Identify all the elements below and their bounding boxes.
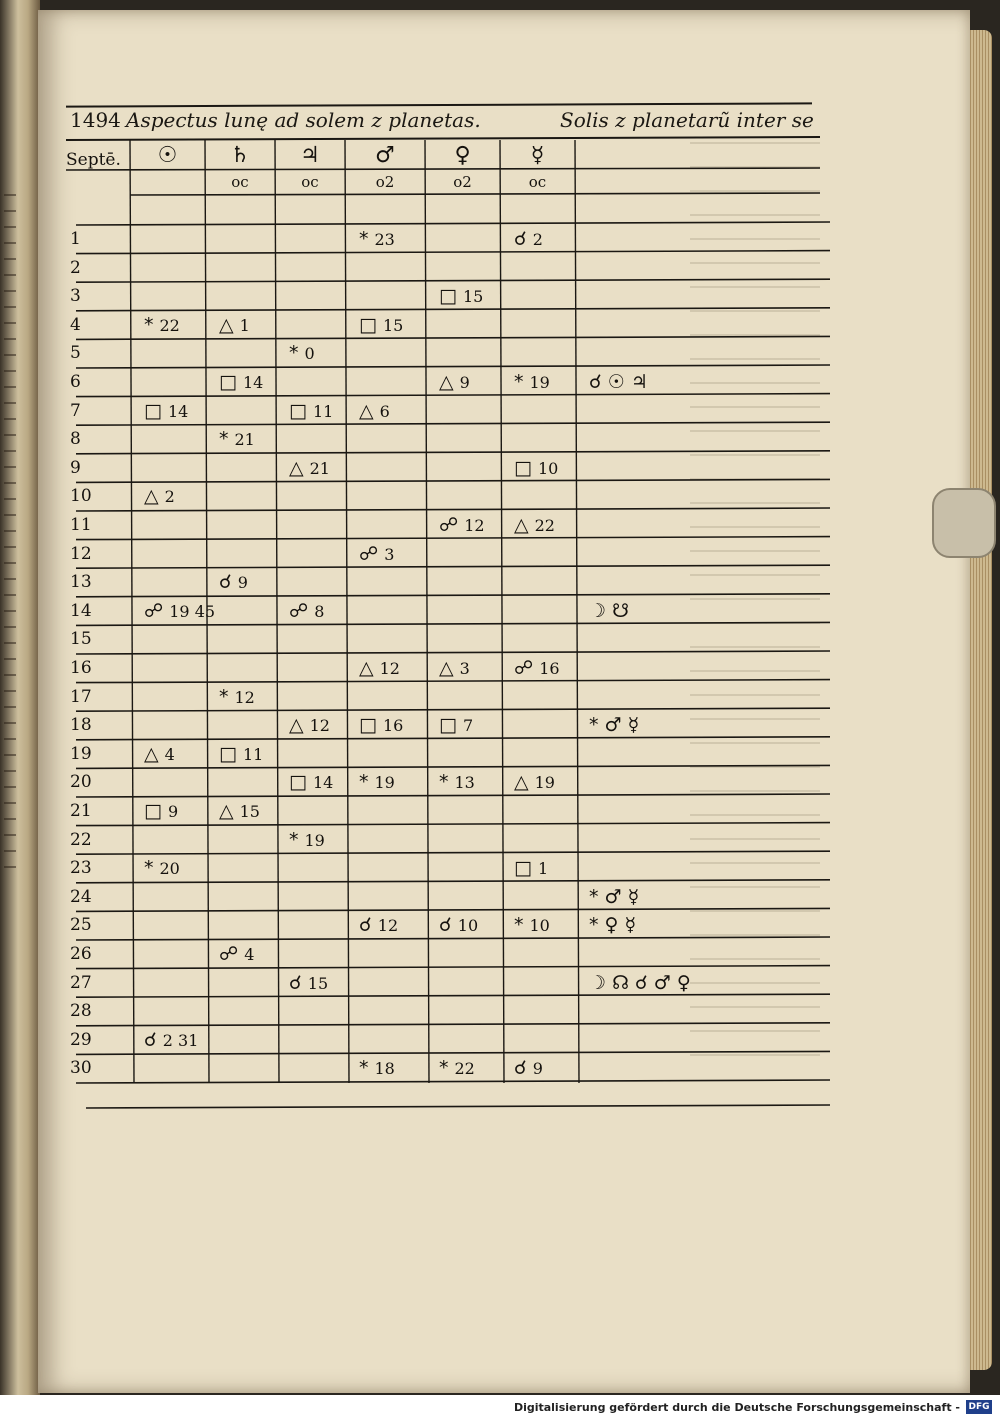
day-number: 26 bbox=[70, 944, 92, 964]
row-rule bbox=[76, 994, 830, 997]
aspect-symbol: * bbox=[439, 771, 449, 794]
aspect-symbol: △ bbox=[514, 514, 529, 536]
aspect-cell bbox=[359, 400, 390, 423]
aspect-cell bbox=[219, 571, 248, 594]
aspect-symbol: ☍ bbox=[289, 599, 309, 622]
aspect-symbol: □ bbox=[219, 371, 237, 393]
row-rule bbox=[76, 537, 830, 540]
row-rule bbox=[76, 908, 830, 911]
aspect-value: 9 bbox=[167, 802, 179, 821]
row-rule bbox=[76, 737, 830, 740]
planet-conjunction-note: ☌ ☉ ♃ bbox=[589, 371, 648, 393]
aspect-value: 4 bbox=[244, 945, 255, 964]
day-number: 25 bbox=[70, 915, 92, 936]
aspect-cell bbox=[359, 1057, 395, 1080]
row-rule bbox=[76, 308, 830, 311]
footer-bar bbox=[0, 1395, 1000, 1422]
aspect-value: 8 bbox=[314, 601, 325, 621]
aspect-value: 16 bbox=[539, 659, 560, 678]
aspect-value: 2 31 bbox=[162, 1030, 199, 1050]
row-rule bbox=[76, 622, 830, 625]
day-number: 1 bbox=[70, 229, 81, 249]
inter-planet-aspect bbox=[589, 914, 642, 937]
aspect-symbol: ☌ bbox=[289, 971, 302, 994]
aspect-symbol: * bbox=[289, 342, 299, 365]
bottom-rule bbox=[86, 1105, 830, 1108]
aspect-cell bbox=[289, 972, 328, 995]
aspect-value: 9 bbox=[532, 1059, 543, 1079]
aspect-symbol: ☌ bbox=[219, 571, 232, 594]
aspect-symbol: * bbox=[219, 428, 229, 451]
day-number: 4 bbox=[70, 314, 81, 335]
aspect-value: 6 bbox=[379, 401, 390, 421]
day-number: 2 bbox=[70, 257, 81, 278]
row-rule bbox=[76, 508, 830, 511]
aspect-value: 10 bbox=[457, 916, 479, 936]
day-number: 3 bbox=[70, 286, 81, 307]
day-number: 9 bbox=[70, 457, 81, 478]
aspect-symbol: △ bbox=[359, 657, 374, 679]
aspect-symbol: □ bbox=[219, 742, 237, 765]
day-number: 17 bbox=[70, 686, 92, 707]
aspect-value: 14 bbox=[312, 773, 334, 793]
aspect-cell bbox=[219, 428, 255, 451]
aspect-symbol: * bbox=[219, 685, 229, 708]
aspect-cell bbox=[514, 914, 550, 937]
aspect-cell bbox=[439, 371, 470, 394]
aspect-symbol: △ bbox=[289, 714, 304, 737]
inter-planet-aspect bbox=[589, 714, 645, 737]
aspect-cell bbox=[359, 914, 398, 937]
day-number: 18 bbox=[70, 715, 92, 736]
row-rule bbox=[76, 565, 830, 568]
aspect-cell bbox=[144, 600, 215, 623]
day-number: 29 bbox=[70, 1029, 92, 1050]
aspect-symbol: △ bbox=[219, 313, 234, 336]
planet-column-header: ♀ bbox=[454, 143, 471, 168]
inter-planet-aspect bbox=[589, 886, 645, 909]
day-number: 24 bbox=[70, 886, 92, 907]
aspect-value: 2 bbox=[532, 230, 543, 249]
row-rule bbox=[76, 680, 830, 683]
aspect-value: 22 bbox=[534, 516, 555, 535]
inter-planet-aspect bbox=[589, 600, 635, 623]
aspect-symbol: ☌ bbox=[439, 914, 452, 937]
row-rule bbox=[76, 1080, 830, 1083]
aspect-value: 15 bbox=[239, 802, 260, 821]
aspect-cell bbox=[144, 400, 188, 423]
row-rule bbox=[76, 451, 830, 454]
aspect-cell bbox=[439, 657, 470, 680]
aspect-value: 12 bbox=[309, 716, 330, 736]
aspect-cell bbox=[359, 657, 400, 680]
row-rule bbox=[76, 1023, 830, 1026]
day-number: 11 bbox=[70, 515, 92, 535]
aspect-symbol: □ bbox=[144, 399, 162, 422]
aspect-symbol: ☍ bbox=[439, 514, 459, 536]
aspect-symbol: □ bbox=[439, 285, 457, 308]
aspect-cell bbox=[219, 371, 263, 394]
planet-conjunction-note: ☽ ☋ bbox=[589, 599, 629, 622]
aspect-symbol: ☍ bbox=[144, 599, 164, 622]
day-number: 7 bbox=[70, 400, 81, 421]
aspect-symbol: ☌ bbox=[359, 914, 372, 937]
aspect-value: 0 bbox=[304, 344, 315, 364]
row-rule bbox=[76, 851, 830, 854]
aspect-value: 14 bbox=[242, 373, 264, 392]
aspect-cell bbox=[144, 857, 180, 880]
column-subheader: oc bbox=[301, 173, 319, 191]
aspect-symbol: △ bbox=[514, 771, 529, 794]
aspect-symbol: △ bbox=[439, 657, 454, 679]
day-number: 23 bbox=[70, 858, 92, 879]
aspect-symbol: ☌ bbox=[144, 1028, 157, 1051]
day-number: 12 bbox=[70, 543, 92, 564]
planet-conjunction-note: * ♂ ☿ bbox=[589, 885, 640, 908]
aspect-cell bbox=[219, 743, 263, 766]
aspect-cell bbox=[289, 600, 324, 623]
aspect-value: 4 bbox=[164, 744, 175, 764]
day-number: 14 bbox=[70, 600, 92, 621]
row-rule bbox=[76, 422, 830, 425]
row-rule bbox=[76, 880, 830, 883]
row-rule bbox=[76, 966, 830, 969]
aspect-cell bbox=[439, 514, 485, 537]
column-subheader: oc bbox=[231, 173, 249, 191]
aspect-symbol: ☍ bbox=[219, 943, 239, 965]
aspect-symbol: * bbox=[514, 371, 524, 393]
aspect-value: 10 bbox=[537, 458, 559, 478]
aspect-value: 11 bbox=[312, 401, 334, 421]
aspect-cell bbox=[514, 228, 543, 251]
row-rule bbox=[76, 222, 830, 225]
aspect-symbol: △ bbox=[219, 800, 234, 822]
aspect-symbol: ☍ bbox=[359, 542, 379, 565]
row-rule bbox=[76, 251, 830, 254]
page-title-left: Aspectus lunę ad solem z planetas. bbox=[126, 108, 481, 132]
aspect-symbol: * bbox=[439, 1057, 449, 1080]
month-label: Septē. bbox=[66, 150, 121, 170]
day-number: 10 bbox=[70, 486, 92, 507]
aspect-symbol: □ bbox=[514, 857, 532, 880]
row-rule bbox=[76, 479, 830, 482]
day-number: 27 bbox=[70, 972, 92, 993]
row-rule bbox=[76, 394, 830, 397]
day-number: 20 bbox=[70, 772, 92, 793]
aspect-value: 13 bbox=[454, 773, 475, 793]
aspect-value: 22 bbox=[454, 1059, 475, 1079]
aspect-cell bbox=[359, 714, 403, 737]
row-rule bbox=[76, 1051, 830, 1054]
aspect-value: 15 bbox=[307, 973, 329, 993]
aspect-value: 2 bbox=[164, 487, 175, 507]
aspect-value: 23 bbox=[374, 230, 395, 249]
aspect-symbol: △ bbox=[359, 399, 374, 422]
aspect-cell bbox=[144, 1029, 198, 1052]
column-rule bbox=[575, 140, 579, 1083]
row-rule bbox=[76, 336, 830, 339]
day-number: 28 bbox=[70, 1001, 92, 1022]
aspect-cell bbox=[359, 314, 403, 337]
aspect-value: 20 bbox=[159, 859, 180, 879]
aspect-value: 12 bbox=[377, 916, 399, 936]
row-rule bbox=[76, 937, 830, 940]
aspect-value: 19 bbox=[534, 773, 555, 793]
day-number: 8 bbox=[70, 429, 81, 450]
aspect-value: 1 bbox=[239, 315, 250, 335]
inter-planet-aspect bbox=[589, 972, 697, 995]
aspect-cell bbox=[289, 457, 330, 480]
aspect-value: 12 bbox=[379, 659, 400, 678]
aspect-symbol: □ bbox=[359, 714, 377, 737]
aspect-symbol: △ bbox=[144, 742, 159, 765]
aspect-value: 19 45 bbox=[169, 601, 216, 621]
inter-planet-aspect bbox=[589, 371, 654, 394]
aspect-cell bbox=[514, 857, 548, 880]
aspect-cell bbox=[219, 314, 250, 337]
planet-column-header: ☉ bbox=[157, 143, 178, 168]
aspect-cell bbox=[289, 771, 333, 794]
aspect-symbol: □ bbox=[144, 800, 162, 822]
aspect-cell bbox=[144, 314, 180, 337]
aspect-value: 19 bbox=[529, 373, 550, 392]
aspect-cell bbox=[219, 800, 260, 823]
subheader-divider bbox=[66, 168, 820, 170]
aspect-symbol: ☌ bbox=[514, 1057, 527, 1080]
planet-column-header: ♄ bbox=[230, 143, 250, 168]
aspect-value: 9 bbox=[459, 373, 470, 392]
aspect-symbol: ☌ bbox=[514, 228, 527, 250]
aspect-cell bbox=[514, 457, 558, 480]
subheader-divider bbox=[130, 193, 820, 195]
day-number: 22 bbox=[70, 829, 92, 850]
aspect-cell bbox=[439, 285, 483, 308]
header-divider bbox=[66, 137, 820, 140]
aspect-value: 7 bbox=[462, 716, 474, 736]
day-number: 13 bbox=[70, 572, 92, 593]
aspect-value: 21 bbox=[309, 458, 330, 478]
year-heading: 1494 bbox=[70, 108, 121, 132]
aspect-value: 9 bbox=[237, 573, 248, 593]
aspect-value: 16 bbox=[382, 716, 404, 736]
aspect-cell bbox=[439, 771, 475, 794]
aspect-symbol: * bbox=[144, 313, 154, 336]
aspect-value: 19 bbox=[304, 830, 325, 850]
column-subheader: oc bbox=[528, 173, 547, 191]
aspect-value: 12 bbox=[234, 687, 255, 707]
aspect-cell bbox=[439, 1057, 475, 1080]
aspect-symbol: □ bbox=[289, 771, 307, 794]
aspect-symbol: * bbox=[514, 914, 524, 937]
day-number: 6 bbox=[70, 372, 81, 392]
planet-conjunction-note: * ♀ ☿ bbox=[589, 914, 637, 937]
day-number: 16 bbox=[70, 658, 92, 678]
aspect-cell bbox=[359, 228, 395, 251]
planet-column-header: ♃ bbox=[300, 143, 320, 168]
footer-credit: Digitalisierung gefördert durch die Deutsche Forschungsgemeinschaft - bbox=[513, 1401, 960, 1414]
planet-conjunction-note: * ♂ ☿ bbox=[589, 714, 640, 737]
aspect-cell bbox=[289, 400, 333, 423]
aspect-value: 15 bbox=[462, 287, 484, 307]
row-rule bbox=[76, 823, 830, 826]
aspect-cell bbox=[514, 371, 550, 394]
page-title-right: Solis z planetarũ inter se bbox=[560, 108, 814, 132]
aspect-symbol: * bbox=[289, 828, 299, 851]
day-number: 30 bbox=[70, 1058, 92, 1079]
aspect-value: 21 bbox=[234, 430, 255, 450]
aspect-value: 14 bbox=[167, 401, 189, 421]
row-rule bbox=[76, 651, 830, 654]
aspect-cell bbox=[359, 771, 395, 794]
planet-column-header: ☿ bbox=[530, 143, 545, 168]
aspect-value: 1 bbox=[537, 859, 549, 879]
aspect-symbol: □ bbox=[359, 313, 377, 336]
row-rule bbox=[76, 279, 830, 282]
aspect-cell bbox=[144, 485, 175, 508]
aspect-symbol: * bbox=[144, 857, 154, 880]
aspect-value: 22 bbox=[159, 315, 180, 335]
aspect-cell bbox=[289, 342, 315, 365]
day-number: 19 bbox=[70, 743, 92, 764]
aspect-cell bbox=[514, 771, 555, 794]
aspect-cell bbox=[144, 800, 178, 823]
aspect-value: 10 bbox=[529, 916, 550, 936]
aspect-cell bbox=[439, 914, 478, 937]
aspect-symbol: * bbox=[359, 1057, 369, 1080]
row-rule bbox=[76, 765, 830, 768]
aspect-cell bbox=[144, 743, 175, 766]
aspect-cell bbox=[219, 686, 255, 709]
column-subheader: o2 bbox=[453, 173, 472, 191]
aspect-value: 3 bbox=[384, 544, 395, 564]
aspect-cell bbox=[219, 943, 254, 966]
planet-column-header: ♂ bbox=[375, 143, 395, 168]
aspect-cell bbox=[439, 714, 473, 737]
day-number: 5 bbox=[70, 343, 81, 364]
aspect-value: 11 bbox=[242, 744, 264, 764]
aspect-cell bbox=[514, 657, 560, 680]
row-rule bbox=[76, 365, 830, 368]
aspect-value: 19 bbox=[374, 773, 395, 793]
aspect-symbol: □ bbox=[289, 399, 307, 422]
aspect-cell bbox=[514, 1057, 543, 1080]
aspect-cell bbox=[514, 514, 555, 537]
day-number: 15 bbox=[70, 629, 92, 650]
day-number: 21 bbox=[70, 801, 92, 821]
aspect-symbol: □ bbox=[514, 456, 532, 479]
row-rule bbox=[76, 794, 830, 797]
aspect-cell bbox=[289, 829, 325, 852]
aspect-symbol: ☍ bbox=[514, 657, 534, 679]
aspect-symbol: * bbox=[359, 228, 369, 250]
aspect-symbol: △ bbox=[439, 371, 454, 393]
aspect-symbol: * bbox=[359, 771, 369, 794]
aspect-cell bbox=[359, 543, 394, 566]
aspect-symbol: △ bbox=[144, 485, 159, 508]
column-subheader: o2 bbox=[375, 173, 395, 191]
row-rule bbox=[76, 708, 830, 711]
aspect-symbol: □ bbox=[439, 714, 457, 737]
planet-conjunction-note: ☽ ☊ ☌ ♂ ♀ bbox=[589, 971, 691, 994]
row-rule bbox=[76, 594, 830, 597]
dfg-logo: DFG bbox=[966, 1400, 992, 1414]
aspect-symbol: △ bbox=[289, 456, 304, 479]
aspect-cell bbox=[289, 714, 330, 737]
aspect-value: 18 bbox=[374, 1059, 395, 1079]
aspect-value: 15 bbox=[382, 315, 404, 335]
aspect-value: 3 bbox=[459, 659, 470, 678]
column-rule bbox=[500, 140, 504, 1083]
aspect-value: 12 bbox=[464, 516, 485, 535]
